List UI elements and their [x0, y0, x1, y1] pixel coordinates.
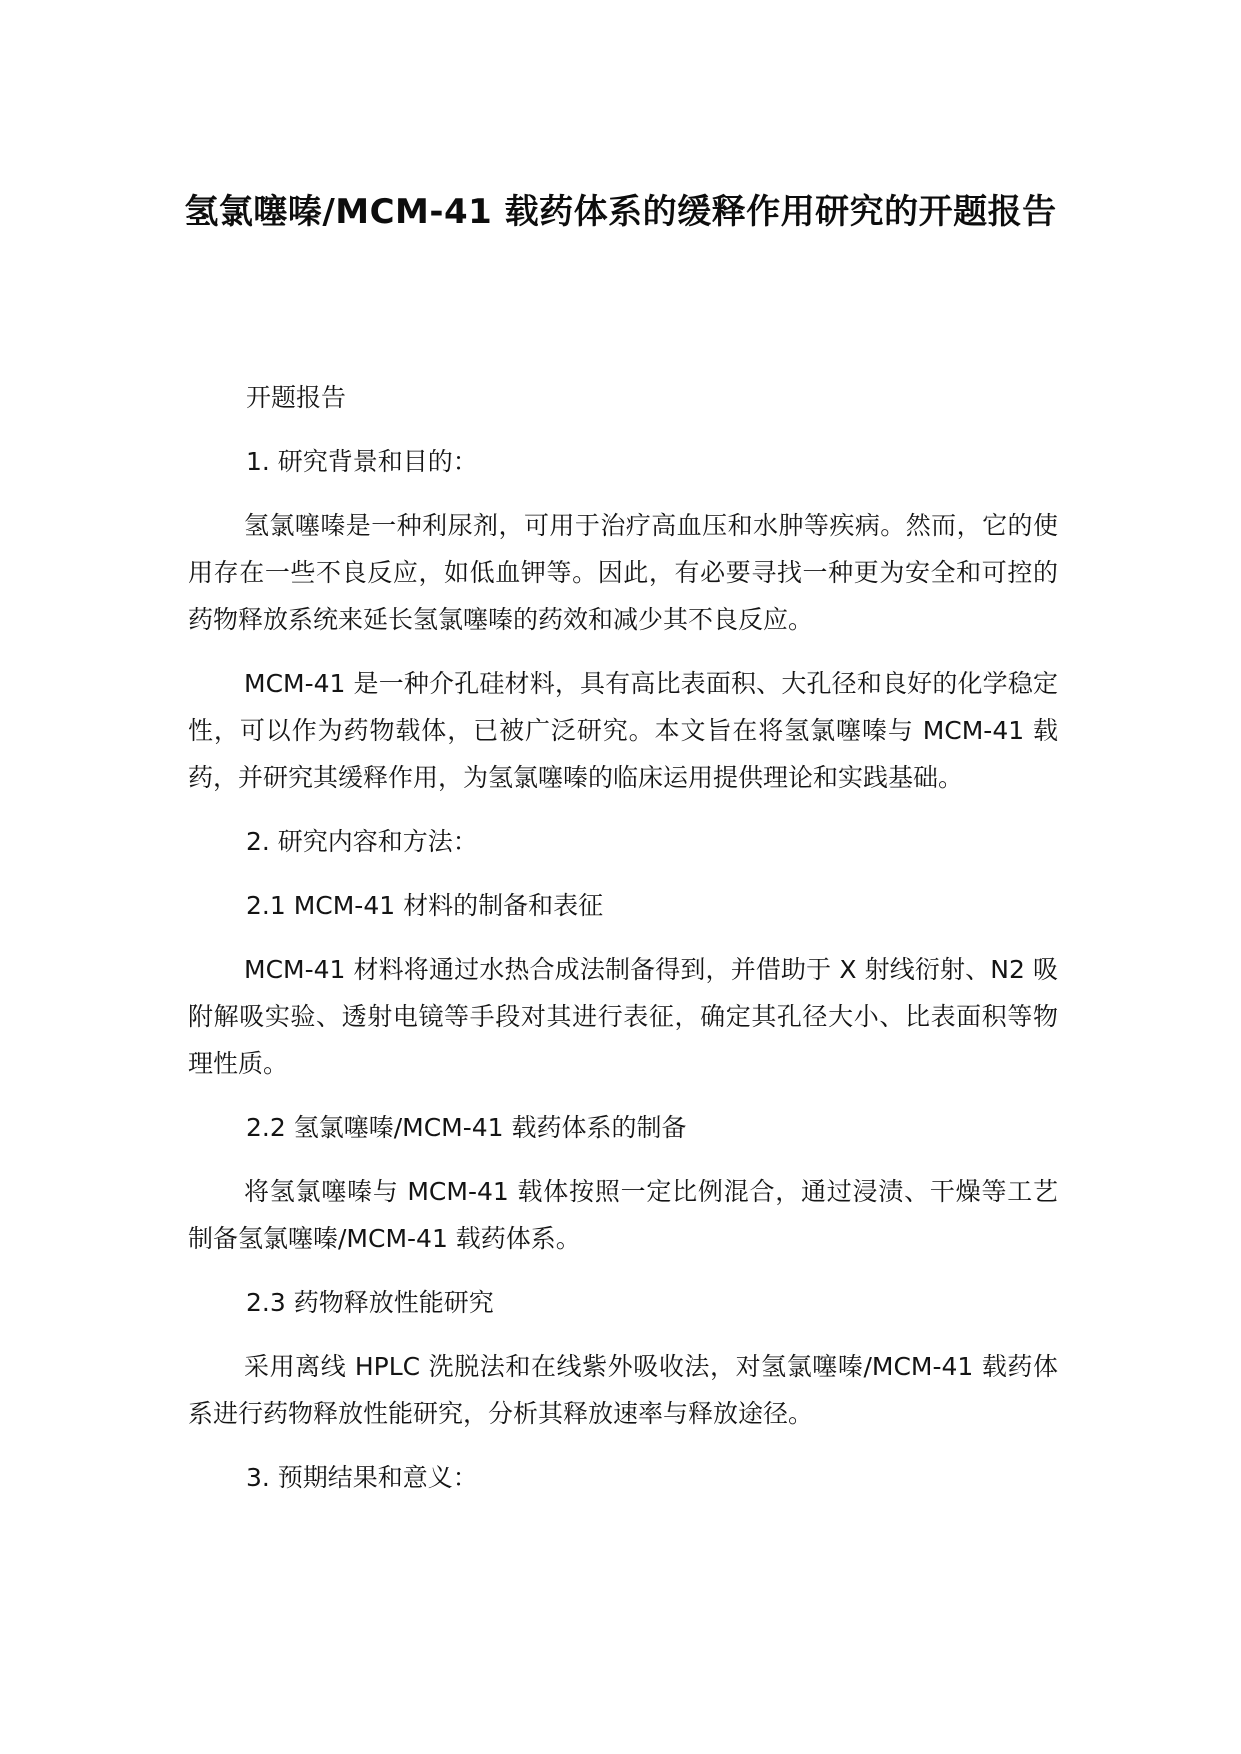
paragraph-background-drug: 氢氯噻嗪是一种利尿剂，可用于治疗高血压和水肿等疾病。然而，它的使用存在一些不良反应，如低血钾等。因此，有必要寻找一种更为安全和可控的药物释放系统来延长氢氯噻嗪的药效和减少其不良反应。: [188, 511, 1058, 634]
subsection-heading-2-2: 2.2 氢氯噻嗪/MCM-41 载药体系的制备: [246, 1113, 687, 1142]
document-body: [188, 374, 1058, 1518]
paragraph-background-mcm41: MCM-41 是一种介孔硅材料，具有高比表面积、大孔径和良好的化学稳定性，可以作为药物载体，已被广泛研究。本文旨在将氢氯噻嗪与 MCM-41 载药，并研究其缓释作用，为氢氯噻嗪的临床运用提供理论和实践基础。: [188, 669, 1058, 792]
section-heading-expected-results: 3. 预期结果和意义：: [246, 1463, 478, 1492]
section-heading-background: 1. 研究背景和目的：: [246, 447, 478, 476]
paragraph-2-2: 将氢氯噻嗪与 MCM-41 载体按照一定比例混合，通过浸渍、干燥等工艺制备氢氯噻嗪/MCM-41 载药体系。: [188, 1177, 1058, 1253]
paragraph-2-3: 采用离线 HPLC 洗脱法和在线紫外吸收法，对氢氯噻嗪/MCM-41 载药体系进行药物释放性能研究，分析其释放速率与释放途径。: [188, 1352, 1058, 1428]
section-heading-report: 开题报告: [246, 383, 347, 412]
section-heading-methods: 2. 研究内容和方法：: [246, 827, 478, 856]
document-title: 氢氯噻嗪/MCM-41 载药体系的缓释作用研究的开题报告: [184, 192, 1057, 232]
paragraph-2-1: MCM-41 材料将通过水热合成法制备得到，并借助于 X 射线衍射、N2 吸附解吸实验、透射电镜等手段对其进行表征，确定其孔径大小、比表面积等物理性质。: [188, 955, 1058, 1078]
subsection-heading-2-1: 2.1 MCM-41 材料的制备和表征: [246, 891, 604, 920]
subsection-heading-2-3: 2.3 药物释放性能研究: [246, 1288, 494, 1317]
